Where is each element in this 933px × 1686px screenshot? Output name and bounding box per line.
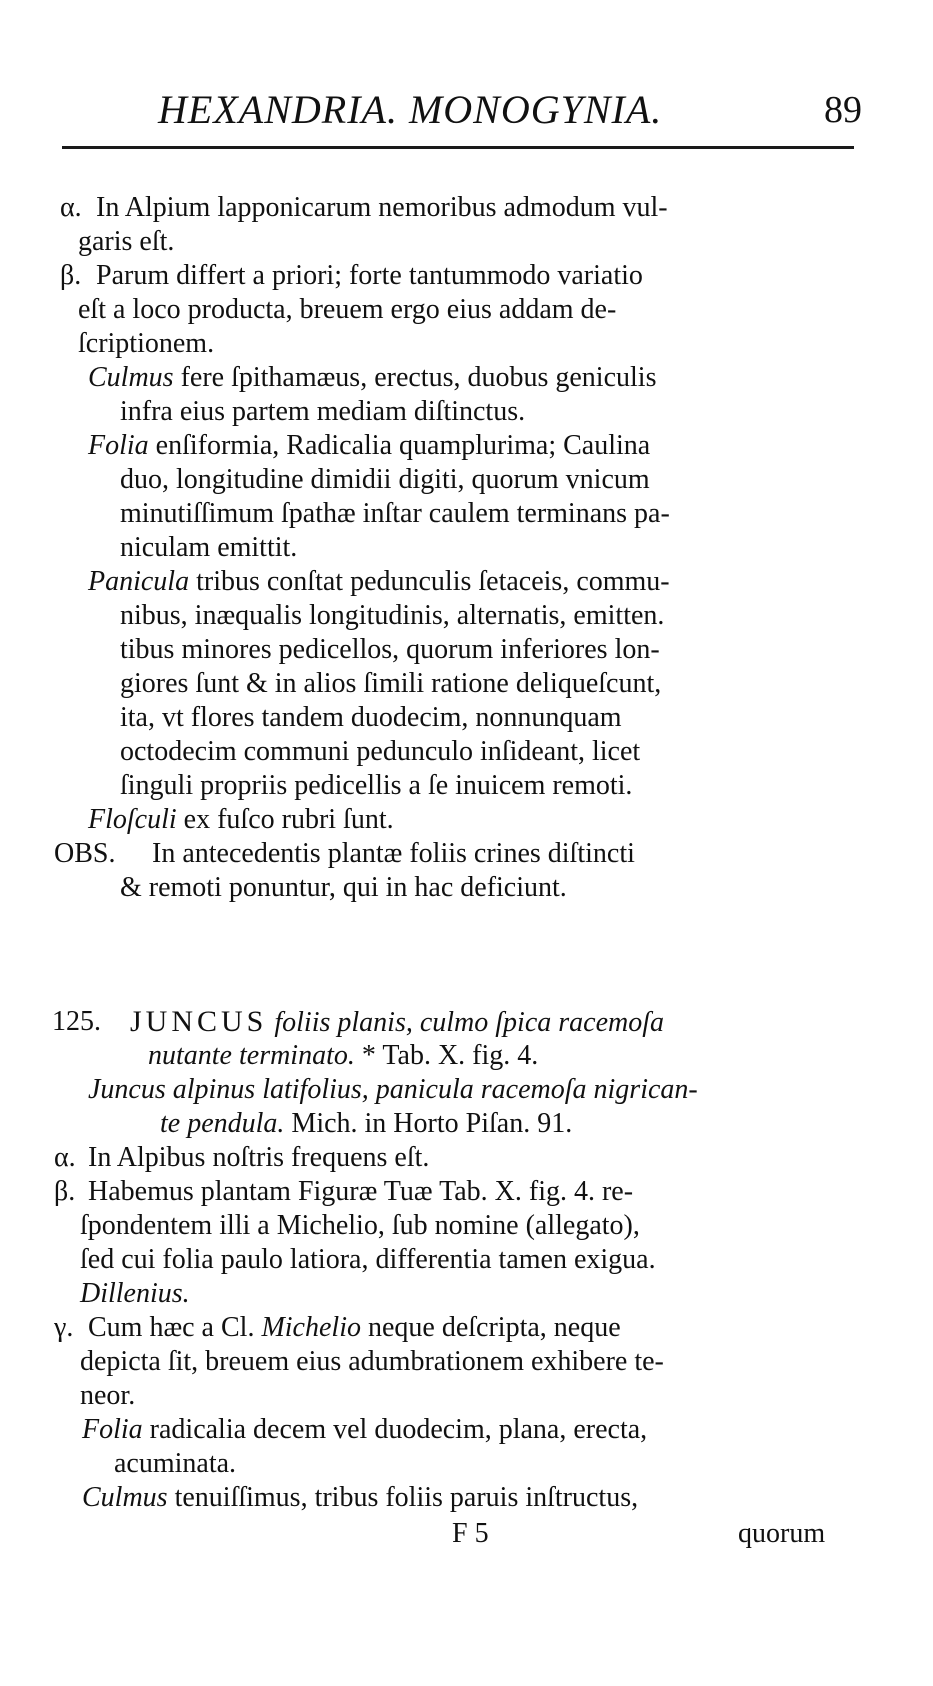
term-heading: Floſculi [88, 804, 177, 835]
text-line [130, 1005, 664, 1040]
header-rule [62, 146, 854, 149]
text-line: garis eſt. [78, 226, 175, 257]
genus-name: JUNCUS [130, 1005, 268, 1038]
line-text: neque deſcripta, neque [367, 1312, 621, 1343]
line-text: tenuiſſimus, tribus foliis paruis inſtructus, [174, 1482, 639, 1513]
line-text: Mich. in Horto Piſan. 91. [291, 1108, 573, 1139]
text-line [82, 1481, 638, 1515]
line-text: enſiformia, Radicalia quamplurima; Caulina [155, 430, 651, 461]
line-text: tribus conſtat pedunculis ſetaceis, commu- [196, 566, 670, 597]
text-line: & remoti ponuntur, qui in hac deficiunt. [120, 872, 567, 903]
line-text: * Tab. X. fig. 4. [361, 1040, 539, 1071]
text-line: nibus, inæqualis longitudinis, alternatis, emitten. [120, 600, 665, 631]
text-line: Parum differt a priori; forte tantummodo variatio [96, 260, 643, 291]
text-line: octodecim communi pedunculo inſideant, licet [120, 736, 641, 767]
text-line: ſcriptionem. [78, 328, 215, 359]
line-text: Cum hæc a Cl. [88, 1312, 255, 1343]
item-marker: β. [54, 1176, 76, 1207]
running-head [0, 86, 933, 142]
term-heading: Panicula [88, 566, 190, 597]
text-line: In Alpibus noſtris frequens eſt. [88, 1142, 430, 1173]
term-heading: Folia [88, 430, 149, 461]
line-text: fere ſpithamæus, erectus, duobus geniculis [180, 362, 657, 393]
text-line [160, 1107, 572, 1141]
signature-mark: F 5 [452, 1518, 489, 1549]
italic-text: te pendula. [160, 1108, 285, 1139]
synonym-line: Juncus alpinus latifolius, panicula racemoſa nigrican- [88, 1074, 698, 1105]
text-line: Habemus plantam Figuræ Tuæ Tab. X. fig. 4. re- [88, 1176, 634, 1207]
text-line: giores ſunt & in alios ſimili ratione deliqueſcunt, [120, 668, 662, 699]
text-line [82, 1413, 647, 1447]
author-name: Dillenius. [80, 1278, 190, 1309]
italic-text: nutante terminato. [148, 1040, 355, 1071]
term-heading: Culmus [82, 1482, 168, 1513]
text-line: In Alpium lapponicarum nemoribus admodum vul- [96, 192, 668, 223]
text-line [88, 429, 650, 463]
text-line: ſed cui folia paulo latiora, differentia tamen exigua. [80, 1244, 656, 1275]
text-line: acuminata. [114, 1448, 237, 1479]
text-line [88, 361, 656, 395]
text-line: ſinguli propriis pedicellis a ſe inuicem remoti. [120, 770, 633, 801]
text-line: eſt a loco producta, breuem ergo eius addam de- [78, 294, 617, 325]
item-marker: γ. [54, 1312, 74, 1343]
text-line [88, 565, 670, 599]
text-line: tibus minores pedicellos, quorum inferiores lon- [120, 634, 660, 665]
text-line: neor. [80, 1380, 136, 1411]
line-text: radicalia decem vel duodecim, plana, erecta, [149, 1414, 648, 1445]
italic-text: Michelio [261, 1312, 361, 1343]
term-heading: Culmus [88, 362, 174, 393]
catchword: quorum [738, 1518, 826, 1549]
text-line [88, 803, 394, 837]
running-head-title: HEXANDRIA. MONOGYNIA. [158, 87, 663, 132]
text-line [88, 1311, 621, 1345]
text-line: In antecedentis plantæ foliis crines diſtincti [152, 838, 635, 869]
text-line [148, 1039, 538, 1073]
text-line: duo, longitudine dimidii digiti, quorum vnicum [120, 464, 650, 495]
item-marker: α. [54, 1142, 76, 1173]
line-text: ex fuſco rubri ſunt. [183, 804, 394, 835]
item-marker: β. [60, 260, 82, 291]
term-heading: Folia [82, 1414, 143, 1445]
text-line: niculam emittit. [120, 532, 298, 563]
item-marker: OBS. [54, 838, 116, 869]
item-marker: α. [60, 192, 82, 223]
text-line: ſpondentem illi a Michelio, ſub nomine (allegato), [80, 1210, 640, 1241]
text-line: infra eius partem mediam diſtinctus. [120, 396, 526, 427]
text-line: minutiſſimum ſpathæ inſtar caulem terminans pa- [120, 498, 670, 529]
entry-number: 125. [52, 1006, 101, 1037]
text-line: depicta ſit, breuem eius adumbrationem exhibere te- [80, 1346, 664, 1377]
line-text: foliis planis, culmo ſpica racemoſa [274, 1007, 665, 1038]
page-number: 89 [824, 89, 862, 131]
text-line: ita, vt flores tandem duodecim, nonnunquam [120, 702, 622, 733]
